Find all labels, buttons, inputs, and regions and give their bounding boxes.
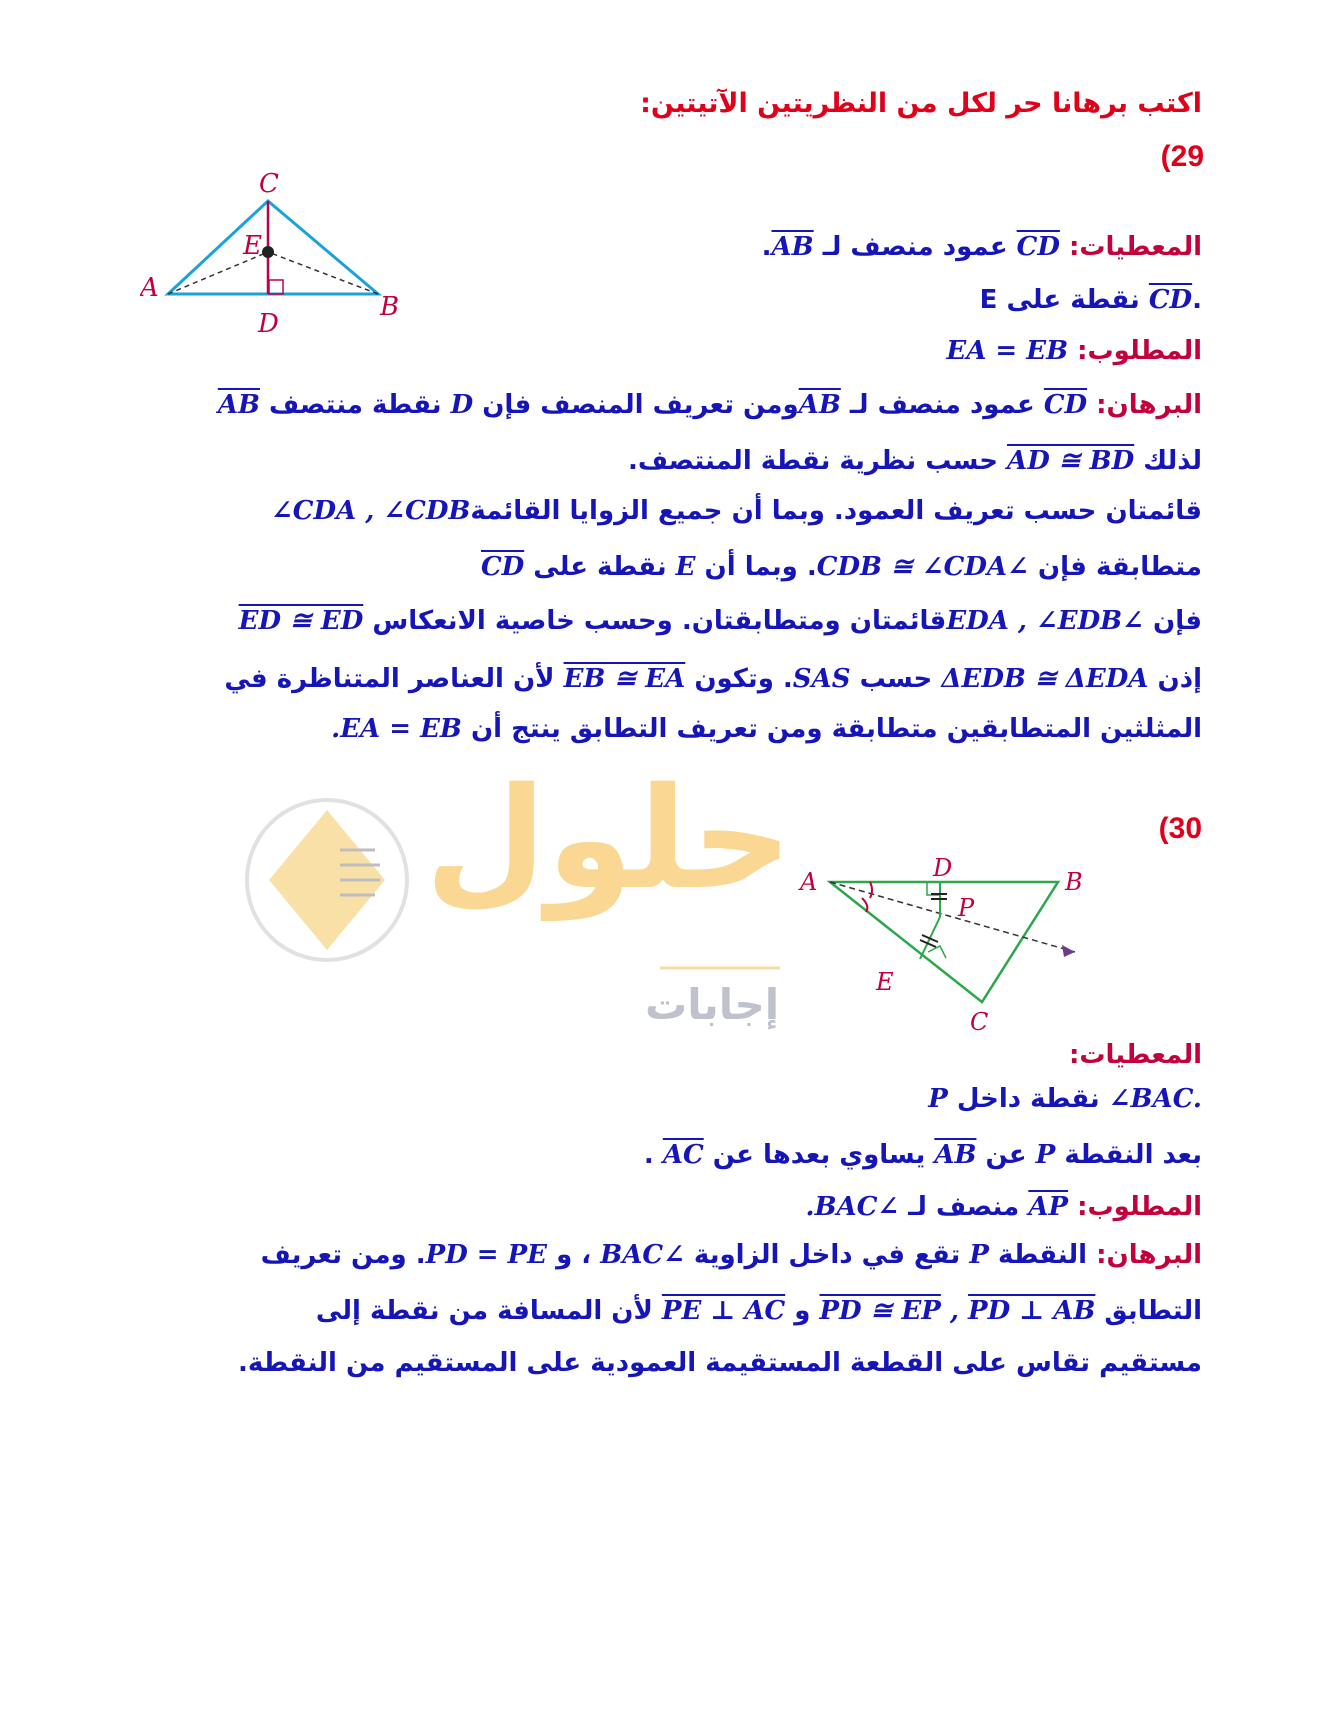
proof-29-line5 (239, 606, 1202, 636)
proof-29-line3 (271, 496, 1202, 526)
perpendicular: PE ⊥ AC (661, 1296, 786, 1326)
segment-ab: AB (217, 390, 260, 420)
point-e: E (675, 552, 696, 582)
label-P: P (958, 894, 975, 922)
label-E: E (876, 968, 894, 996)
given-30-line2 (644, 1140, 1202, 1170)
proof-text: فإن (1153, 606, 1202, 636)
label-A: A (800, 868, 818, 896)
given-text: يساوي بعدها عن (712, 1140, 926, 1170)
angles: ∠CDA , ∠CDB (270, 496, 471, 526)
proof-text: نقطة على (533, 552, 667, 582)
segment-ab: AB (798, 390, 841, 420)
given-29-line1: المعطيات: CD عمود منصف لـ AB. (761, 232, 1202, 262)
label-C: C (970, 1008, 989, 1036)
proof-label: البرهان: (1096, 390, 1202, 420)
proof-30-line3: مستقيم تقاس على القطعة المستقيمة العمودية على المستقيم من النقطة. (238, 1348, 1202, 1378)
proof-text: لذلك (1143, 446, 1202, 476)
perpendicular: PD ⊥ AB (968, 1296, 1096, 1326)
proof-text: التطابق (1104, 1296, 1202, 1326)
proof-text: النقطة (997, 1240, 1088, 1270)
problem-29-number: (29 (1160, 140, 1204, 173)
required-text: منصف لـ (908, 1192, 1020, 1222)
proof-text: إذن (1157, 664, 1202, 694)
page-title: اكتب برهانا حر لكل من النظريتين الآتيتين: (640, 88, 1202, 119)
given-text: بعد النقطة (1064, 1140, 1202, 1170)
proof-text: لأن العناصر المتناظرة في (224, 664, 555, 694)
given-text: عمود منصف لـ (822, 232, 1008, 262)
proof-text: عمود منصف لـ (849, 390, 1035, 420)
required-30 (806, 1192, 1203, 1222)
label-E: E (243, 231, 262, 261)
segment-congruence: PD ≅ EP (819, 1296, 941, 1326)
watermark-sub-text: إجابات (645, 980, 780, 1029)
proof-text: قائمتان حسب تعريف العمود. وبما أن جميع الزوايا القائمة (470, 496, 1202, 526)
proof-text: نقطة منتصف (269, 390, 442, 420)
conclusion: EA = EB. (331, 714, 462, 744)
label-A: A (140, 273, 159, 303)
proof-text: . وبما أن (704, 552, 817, 582)
proof-label: البرهان: (1096, 1240, 1202, 1270)
required-eq: EA = EB (946, 336, 1069, 366)
proof-30-line2 (316, 1296, 1202, 1326)
given-label: المعطيات: (1068, 232, 1202, 262)
required-label: المطلوب: (1077, 336, 1202, 366)
label-B: B (380, 292, 400, 322)
segment-cd: CD (1043, 390, 1088, 420)
given-label: المعطيات: (1068, 1040, 1202, 1070)
segment-cd: CD (1148, 285, 1193, 315)
segment-ab: AB (771, 232, 814, 262)
sas: SAS (792, 664, 851, 694)
point-p: P (1035, 1140, 1056, 1170)
required-label: المطلوب: (1077, 1192, 1202, 1222)
label-D: D (933, 854, 953, 882)
proof-29-line6 (224, 664, 1202, 694)
point-d: D (450, 390, 474, 420)
comma: , (949, 1296, 959, 1326)
given-30-line1 (928, 1084, 1202, 1114)
proof-text: متطابقة فإن (1037, 552, 1202, 582)
proof-text: . وتكون (694, 664, 793, 694)
proof-29-line4 (481, 552, 1202, 582)
proof-text: حسب (859, 664, 933, 694)
problem-30-number: (30 (1158, 812, 1202, 845)
label-C: C (259, 170, 279, 199)
given-text: نقطة على (1006, 285, 1140, 315)
angles: ∠EDA , ∠EDB (946, 606, 1144, 636)
watermark (245, 758, 805, 1050)
proof-29-line7 (331, 714, 1202, 744)
given-29-line2: E نقطة على CD. (979, 285, 1202, 315)
proof-text: تقع في داخل الزاوية (693, 1240, 961, 1270)
angle-bac: ∠BAC. (1108, 1084, 1202, 1114)
congruence: AD ≅ BD (1007, 446, 1135, 476)
proof-text: . ومن تعريف (260, 1240, 426, 1270)
equation: PD = PE (425, 1240, 547, 1270)
triangle-diagram-30 (790, 850, 1110, 1040)
segment-ab: AB (934, 1140, 977, 1170)
watermark-logo-text: حلول (425, 758, 793, 921)
segment-cd: CD (1016, 232, 1060, 262)
segment-congruence: ED ≅ ED (238, 606, 364, 636)
proof-29-line1 (122, 390, 1202, 420)
angle-bac: ∠BAC (600, 1240, 685, 1270)
given-text: عن (985, 1140, 1027, 1170)
proof-text: لأن المسافة من نقطة إلى (315, 1296, 653, 1326)
proof-29-line2 (628, 446, 1202, 476)
proof-text: ومن تعريف المنصف فإن (482, 390, 799, 420)
required-29 (946, 336, 1202, 366)
point-p: P (928, 1084, 948, 1114)
segment-congruence: EB ≅ EA (563, 664, 686, 694)
proof-text: ، و (556, 1240, 592, 1270)
period: . (643, 1140, 654, 1170)
segment-cd: CD (480, 552, 525, 582)
proof-text: حسب نظرية نقطة المنتصف. (627, 446, 998, 476)
point-e: E (979, 285, 998, 315)
triangle-diagram-29 (140, 170, 440, 350)
point-p: P (969, 1240, 989, 1270)
angle-congruence: ∠CDB ≅ ∠CDA (816, 552, 1029, 582)
proof-text: المثلثين المتطابقين متطابقة ومن تعريف التطابق ينتج أن (470, 714, 1202, 744)
proof-text: قائمتان ومتطابقتان. وحسب خاصية الانعكاس (372, 606, 947, 636)
label-B: B (1065, 868, 1083, 896)
segment-ac: AC (662, 1140, 704, 1170)
angle-bac: ∠BAC. (805, 1192, 900, 1222)
given-text: نقطة داخل (956, 1084, 1100, 1114)
proof-text: و (794, 1296, 811, 1326)
triangle-congruence: ΔEDB ≅ ΔEDA (941, 664, 1149, 694)
segment-ap: AP (1028, 1192, 1069, 1222)
proof-30-line1 (261, 1240, 1202, 1270)
label-D: D (258, 309, 279, 339)
